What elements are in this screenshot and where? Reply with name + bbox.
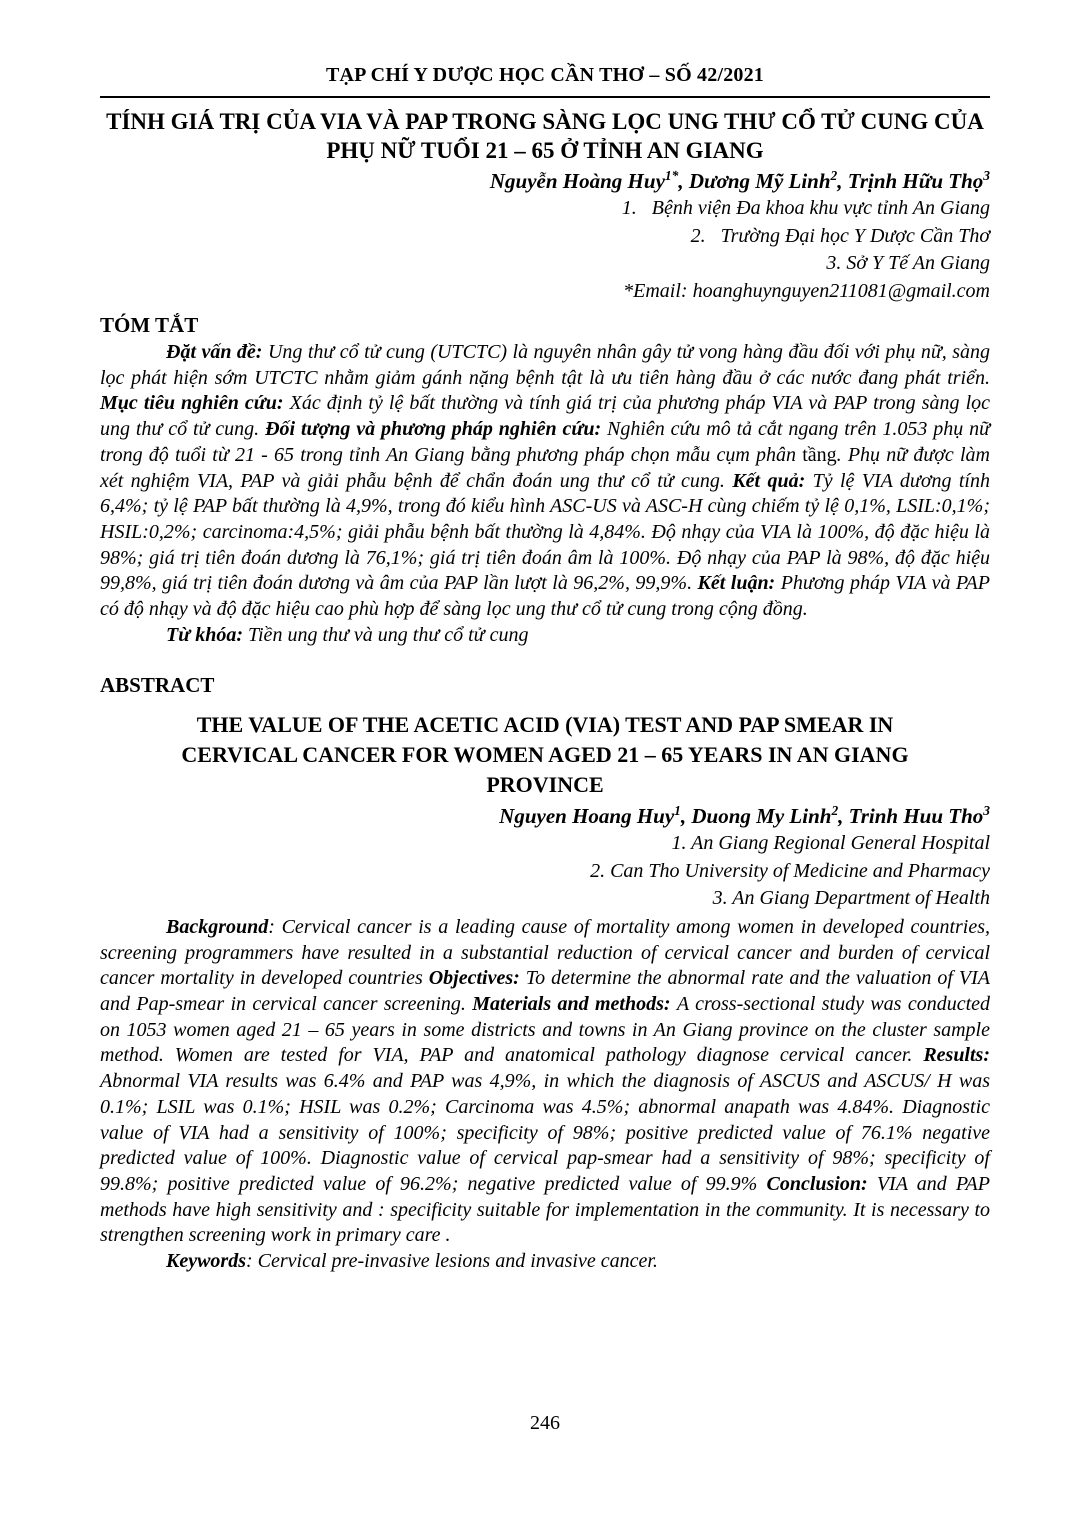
affiliation-vi-3: 3. Sở Y Tế An Giang (826, 252, 990, 274)
article-title-en: THE VALUE OF THE ACETIC ACID (VIA) TEST AND PAP SMEAR IN CERVICAL CANCER FOR WOMEN AGED 21 – 65 YEARS IN AN GIANG PROVINCE (181, 712, 909, 798)
summary-paragraph-vi: Đặt vấn đề: Ung thư cổ tử cung (UTCTC) là nguyên nhân gây tử vong hàng đầu đối với phụ nữ, sàng lọc phát hiện sớm UTCTC nhằm giảm gánh nặng bệnh tật là ưu tiên hàng đầu ở các nước đang phát triển. Mục tiêu nghiên cứu: Xác định tỷ lệ bất thường và tính giá trị của phương pháp VIA và PAP trong sàng lọc ung thư cổ tử cung. Đối tượng và phương pháp nghiên cứu: Nghiên cứu mô tả cắt ngang trên 1.053 phụ nữ trong độ tuổi từ 21 - 65 trong tỉnh An Giang bằng phương pháp chọn mẫu cụm phân tầng. Phụ nữ được làm xét nghiệm VIA, PAP và giải phẫu bệnh để chẩn đoán ung thư cổ tử cung. Kết quả: Tỷ lệ VIA dương tính 6,4%; tỷ lệ PAP bất thường là 4,9%, trong đó kiểu hình ASC-US và ASC-H cùng chiếm tỷ lệ 0,1%, LSIL:0,1%; HSIL:0,2%; carcinoma:4,5%; giải phẫu bệnh bất thường là 4,84%. Độ nhạy của VIA là 100%, độ đặc hiệu là 98%; giá trị tiên đoán dương là 76,1%; giá trị tiên đoán âm là 100%. Độ nhạy của PAP là 98%, độ đặc hiệu 99,8%, giá trị tiên đoán dương và âm của PAP lần lượt là 96,2%, 99,9%. Kết luận: Phương pháp VIA và PAP có độ nhạy và độ đặc hiệu cao phù hợp để sàng lọc ung thư cổ tử cung trong cộng đồng. (100, 341, 991, 621)
journal-header: TẠP CHÍ Y DƯỢC HỌC CẦN THƠ – SỐ 42/2021 (100, 64, 990, 98)
abstract-paragraph-en: Background: Cervical cancer is a leading cause of mortality among women in developed countries, screening programmers have resulted in a substantial reduction of cervical cancer and burden of cervical cancer mortality in developed countries Objectives: To determine the abnormal rate and the valuation of VIA and Pap-smear in cervical cancer screening. Materials and methods: A cross-sectional study was conducted on 1053 women aged 21 – 65 years in some districts and towns in An Giang province on the cluster sample method. Women are tested for VIA, PAP and anatomical pathology diagnose cervical cancer. Results: Abnormal VIA results was 6.4% and PAP was 4,9%, in which the diagnosis of ASCUS and ASCUS/ H was 0.1%; LSIL was 0.1%; HSIL was 0.2%; Carcinoma was 4.5%; abnormal anapath was 4.84%. Diagnostic value of VIA had a sensitivity of 100%; specificity of 98%; positive predicted value of 76.1% negative predicted value of 100%. Diagnostic value of cervical pap-smear had a sensitivity of 98%; specificity of 99.8%; positive predicted value of 96.2%; negative predicted value of 99.9% Conclusion: VIA and PAP methods have high sensitivity and : specificity suitable for implementation in the community. It is necessary to strengthen screening work in primary care . (100, 915, 991, 1247)
authors-vi: Nguyễn Hoàng Huy$^{1*}$, Dương Mỹ Linh$^2$, Trịnh Hữu Thọ$^3$ (489, 168, 990, 193)
page-number: 246 (530, 1412, 560, 1434)
affiliation-en-3: 3. An Giang Department of Health (712, 887, 990, 910)
affiliation-en-2: 2. Can Tho University of Medicine and Pharmacy (590, 859, 990, 882)
affiliations-vi (100, 195, 990, 305)
affiliation-vi-1: 1. Bệnh viện Đa khoa khu vực tỉnh An Giang (621, 197, 990, 219)
abstract-heading: ABSTRACT (100, 673, 215, 698)
authors-en: Nguyen Hoang Huy$^1$, Duong My Linh$^2$, Trinh Huu Tho$^3$ (499, 803, 990, 829)
keywords-en: Keywords: Cervical pre-invasive lesions and invasive cancer. (166, 1250, 658, 1273)
article-title-vi: TÍNH GIÁ TRỊ CỦA VIA VÀ PAP TRONG SÀNG LỌC UNG THƯ CỔ TỬ CUNG CỦA PHỤ NỮ TUỔI 21 – 65 Ở TỈNH AN GIANG (106, 109, 984, 163)
corresponding-email: *Email: hoanghuynguyen211081@gmail.com (623, 279, 990, 302)
affiliation-vi-2: 2. Trường Đại học Y Dược Cần Thơ (690, 224, 990, 247)
affiliations-en (100, 830, 990, 913)
keywords-vi: Từ khóa: Tiền ung thư và ung thư cổ tử cung (166, 623, 529, 646)
summary-heading-vi: TÓM TẮT (100, 313, 199, 337)
affiliation-en-1: 1. An Giang Regional General Hospital (671, 832, 990, 855)
